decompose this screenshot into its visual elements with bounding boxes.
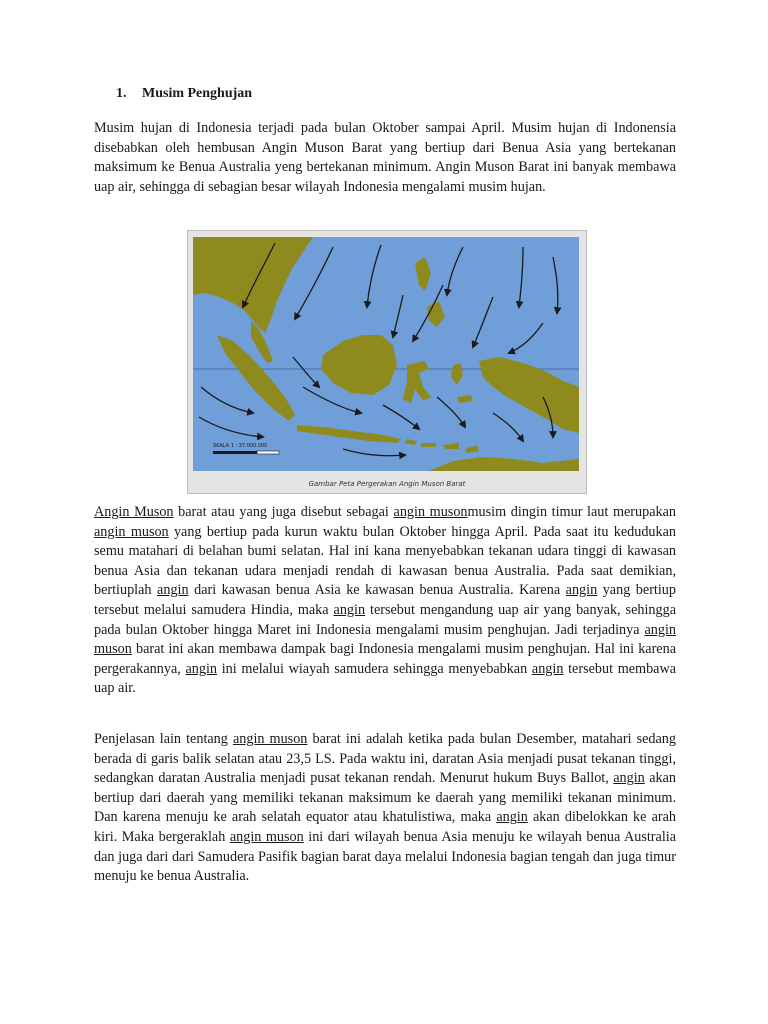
text-run: barat ini akan membawa dampak bagi Indonesia mengalami musim penghujan. Hal ini karena pergerakannya,	[94, 641, 676, 677]
text-run: Penjelasan lain tentang	[94, 731, 233, 747]
paragraph-intro: Musim hujan di Indonesia terjadi pada bulan Oktober sampai April. Musim hujan di Indonensia disebabkan oleh hembusan Angin Muson Barat yang bertiup dari Benua Asia yang bertekanan maksimum ke Benua Australia yeng bertekanan minimum. Angin Muson Barat ini banyak membawa uap air, sehingga di sebagian besar wilayah Indonesia mengalami musim hujan.	[94, 120, 676, 195]
text-run: barat atau yang juga disebut sebagai	[173, 504, 394, 520]
underlined-term: angin	[496, 809, 528, 826]
text-run: akan bertiup dari daerah yang memiliki tekanan maksimum ke daerah yang memiliki tekanan minimum. Dan karena menuju ke arah selatah equator atau khatulistiwa, maka	[94, 770, 676, 826]
section-title: Musim Penghujan	[142, 86, 253, 101]
text-run: musim dingin timur laut merupakan	[467, 504, 676, 520]
underlined-term: Angin Muson	[94, 504, 174, 520]
text-run: tersebut membawa uap air.	[94, 660, 677, 697]
svg-text:SKALA 1 : 37.000.000: SKALA 1 : 37.000.000	[213, 443, 268, 449]
underlined-term: angin	[613, 770, 645, 787]
underlined-term: angin	[157, 582, 189, 599]
section-number: 1.	[116, 86, 127, 101]
indonesia-west-monsoon-map	[193, 237, 579, 471]
text-run: dari kawasan benua Asia ke kawasan benua Australia. Karena	[188, 582, 566, 599]
text-run: akan dibelokkan ke arah kiri. Maka bergeraklah	[94, 809, 676, 845]
text-run: yang bertiup tersebut melalui samudera Hindia, maka	[94, 582, 676, 618]
underlined-term: angin muson	[229, 828, 304, 845]
section-heading	[116, 86, 252, 102]
underlined-term: angin muson	[94, 523, 169, 540]
text-run: tersebut mengandung uap air yang banyak, sehingga pada bulan Oktober hingga Maret ini Indonesia mengalami musim penghujan. Jadi terjadinya	[94, 601, 676, 638]
text-run: ini melalui wiayah samudera sehingga menyebabkan	[217, 660, 532, 677]
underlined-term: angin	[565, 582, 598, 599]
paragraph-penjelasan	[94, 730, 676, 887]
underlined-term: angin muson	[393, 504, 468, 520]
underlined-term: angin	[333, 601, 366, 618]
underlined-term: angin	[185, 660, 218, 677]
text-run: barat ini adalah ketika pada bulan Desember, matahari sedang berada di garis balik selatan atau 23,5 LS. Pada waktu ini, daratan Asia menjadi pusat tekanan tinggi, sedangkan daratan Australia menjadi pusat tekanan rendah. Menurut hukum Buys Ballot,	[94, 731, 676, 787]
figure-caption: Gambar Peta Pergerakan Angin Muson Barat	[308, 480, 466, 488]
text-run: yang bertiup pada kurun waktu bulan Oktober hingga April. Pada saat itu kedudukan semu matahari di belahan bumi selatan. Hal ini kana menyebabkan tekanan udara tinggi di kawasan benua Asia dan tekanan udara menjadi rendah di kawasan benua Australia. Pada saat demikian, bertiuplah	[94, 523, 676, 599]
monsoon-map-figure	[187, 230, 587, 494]
underlined-term: angin muson	[94, 621, 676, 658]
paragraph-muson-barat	[94, 503, 676, 699]
underlined-term: angin	[531, 660, 564, 677]
text-run: ini dari wilayah benua Asia menuju ke wilayah benua Australia dan juga dari dari Samudera Pasifik bagian barat daya melalui Indonesia bagian tengah dan juga timur menuju ke benua Australia.	[94, 828, 677, 885]
underlined-term: angin muson	[232, 731, 308, 747]
